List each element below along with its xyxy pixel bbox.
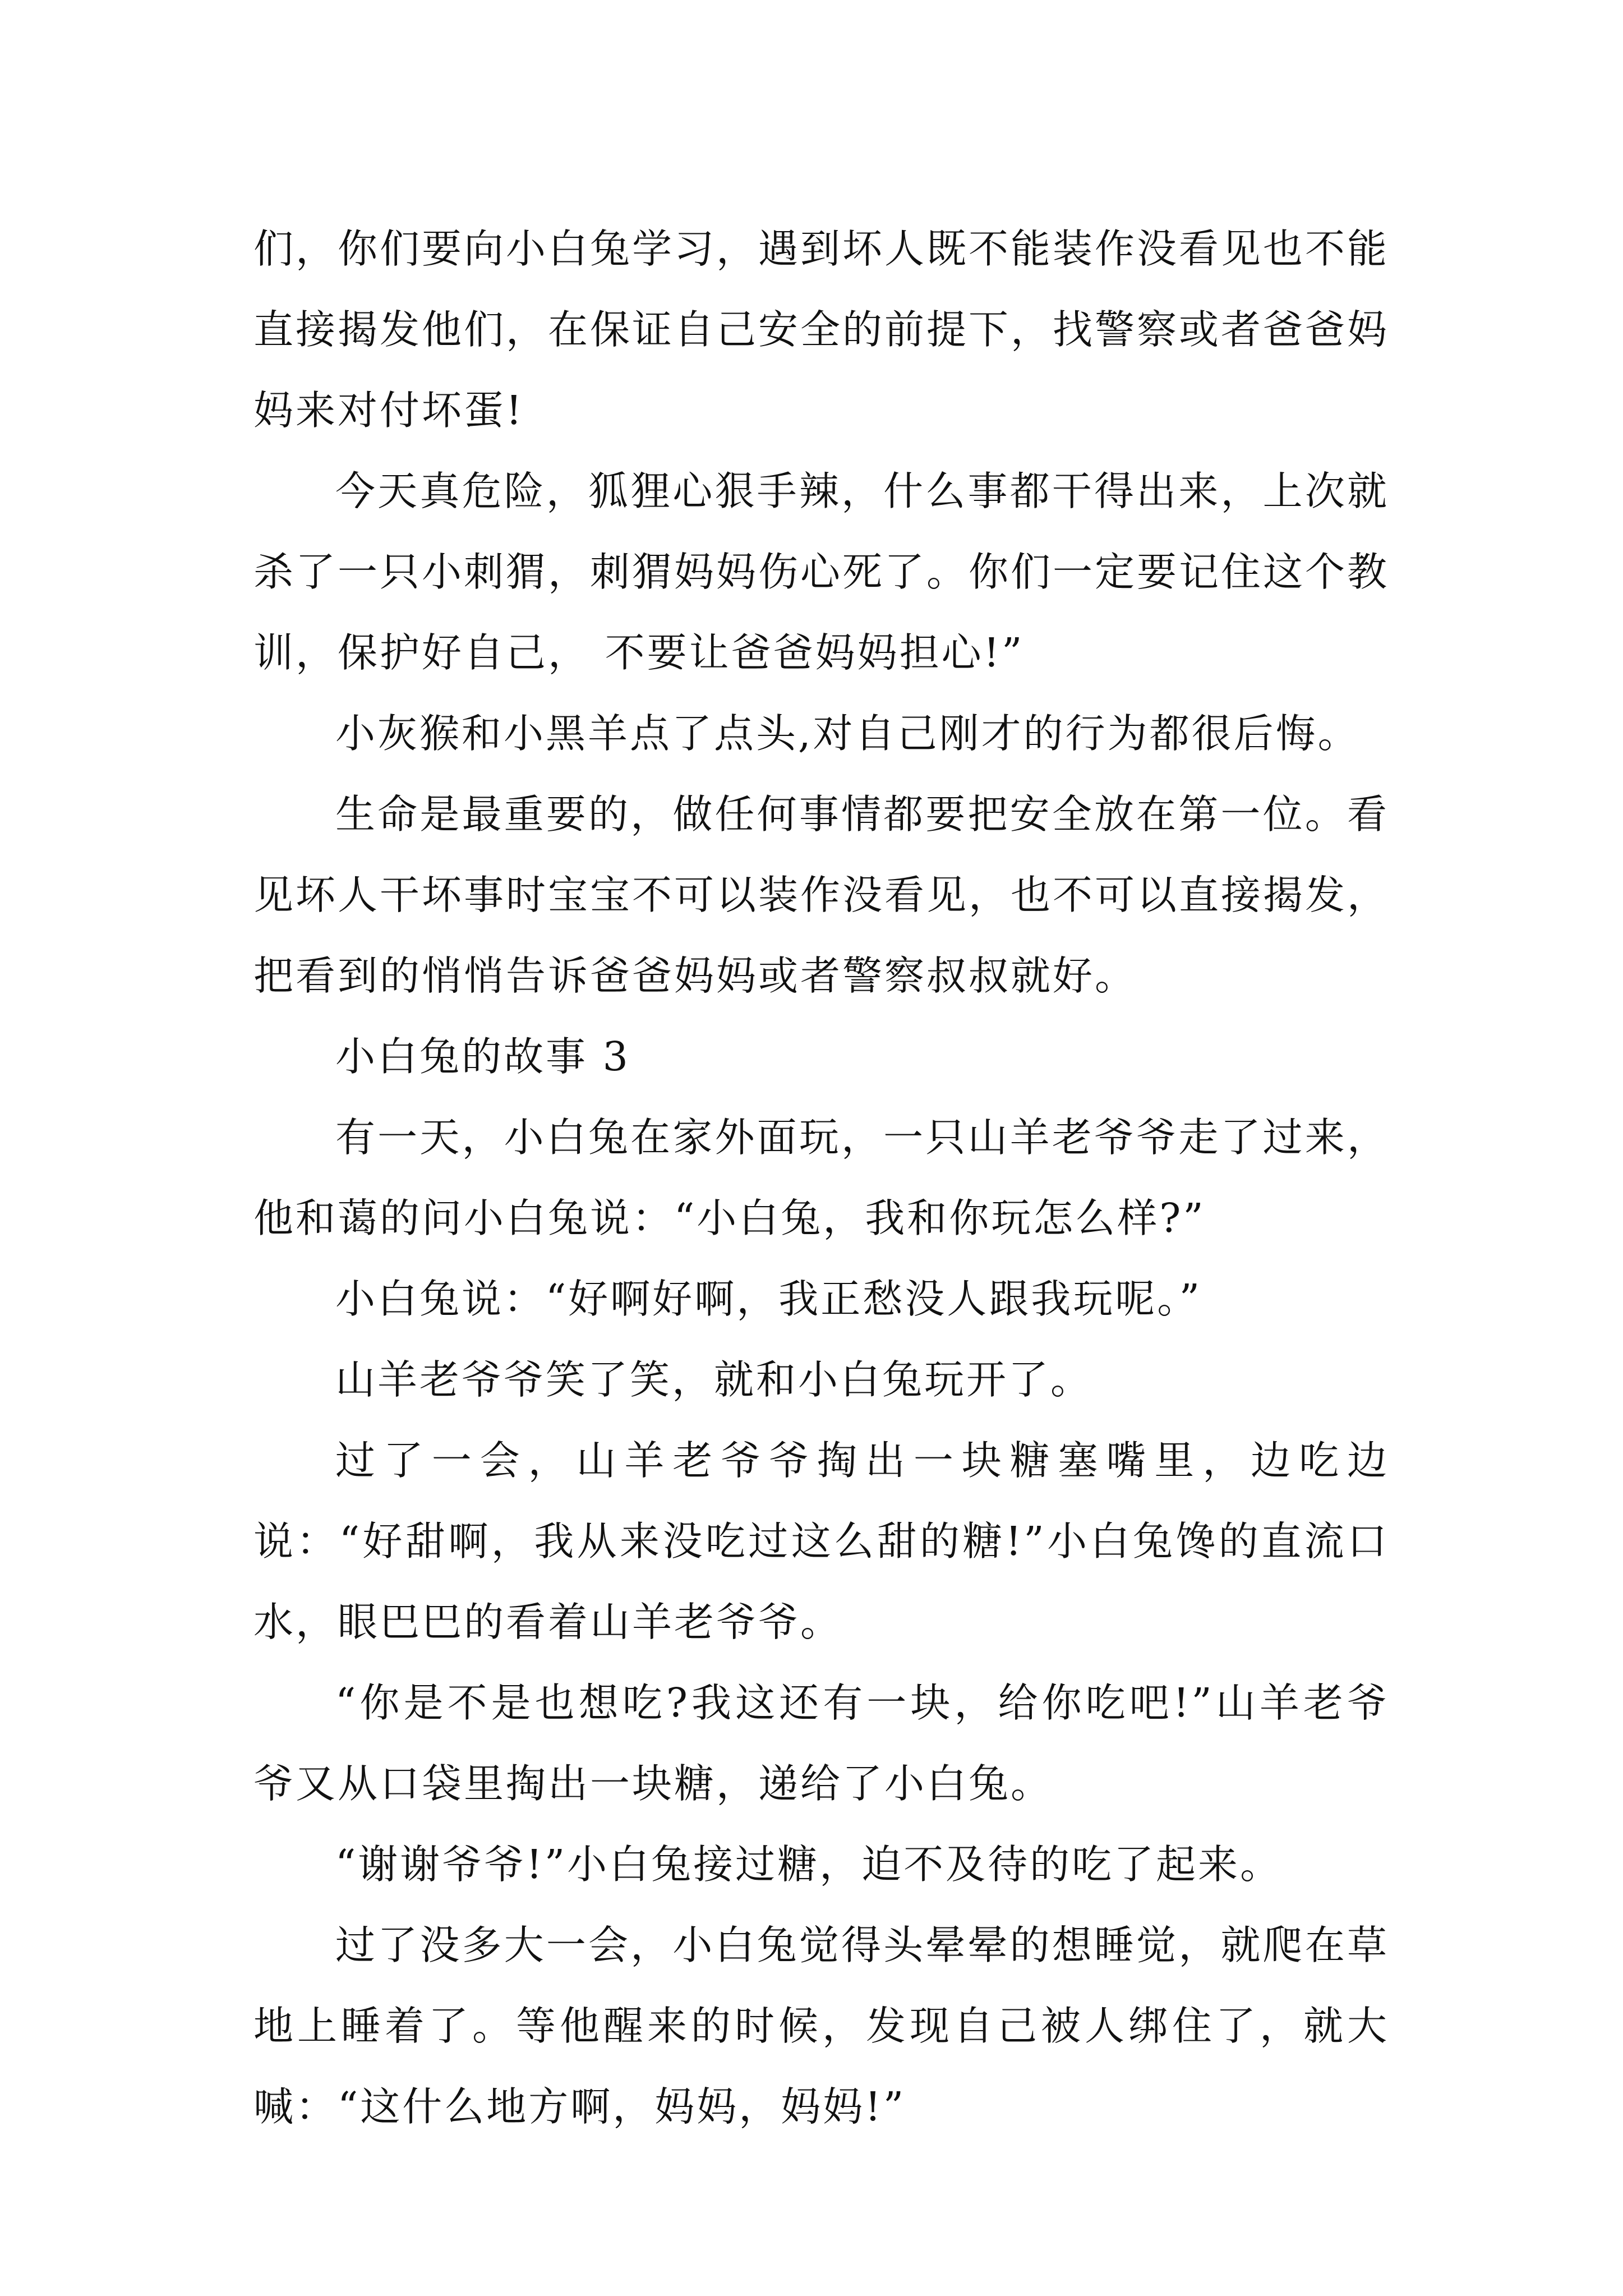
paragraph-3: 小灰猴和小黑羊点了点头,对自己刚才的行为都很后悔。: [335, 710, 1360, 757]
paragraph-10: “谢谢爷爷!”小白兔接过糖，迫不及待的吃了起来。: [335, 1841, 1283, 1888]
paragraph-11: 过了没多大一会，小白兔觉得头晕晕的想睡觉，就爬在草地上睡着了。等他醒来的时候，发现自己被人绑住了，就大喊：“这什么地方啊，妈妈，妈妈!”: [253, 1922, 1389, 2130]
paragraph-8: 过了一会，山羊老爷爷掏出一块糖塞嘴里，边吃边说：“好甜啊，我从来没吃过这么甜的糖!”小白兔馋的直流口水，眼巴巴的看着山羊老爷爷。: [253, 1437, 1389, 1645]
paragraph-4: 生命是最重要的，做任何事情都要把安全放在第一位。看见坏人干坏事时宝宝不可以装作没看见，也不可以直接揭发，把看到的悄悄告诉爸爸妈妈或者警察叔叔就好。: [253, 791, 1390, 999]
paragraph-2: 今天真危险，狐狸心狠手辣，什么事都干得出来，上次就杀了一只小刺猬，刺猬妈妈伤心死了。你们一定要记住这个教训，保护好自己， 不要让爸爸妈妈担心!”: [253, 468, 1390, 676]
paragraph-1: 们，你们要向小白兔学习，遇到坏人既不能装作没看见也不能直接揭发他们，在保证自己安全的前提下，找警察或者爸爸妈妈来对付坏蛋!: [253, 226, 1390, 434]
paragraph-7: 山羊老爷爷笑了笑，就和小白兔玩开了。: [335, 1356, 1093, 1403]
document-body: [253, 209, 1389, 2147]
paragraph-6: 小白兔说：“好啊好啊，我正愁没人跟我玩呢。”: [335, 1276, 1202, 1322]
section-heading: 小白兔的故事 3: [335, 1033, 630, 1080]
paragraph-9: “你是不是也想吃?我这还有一块，给你吃吧!”山羊老爷爷又从口袋里掏出一块糖，递给了小白兔。: [253, 1680, 1389, 1807]
paragraph-5: 有一天，小白兔在家外面玩，一只山羊老爷爷走了过来，他和蔼的问小白兔说：“小白兔，我和你玩怎么样?”: [253, 1114, 1389, 1241]
